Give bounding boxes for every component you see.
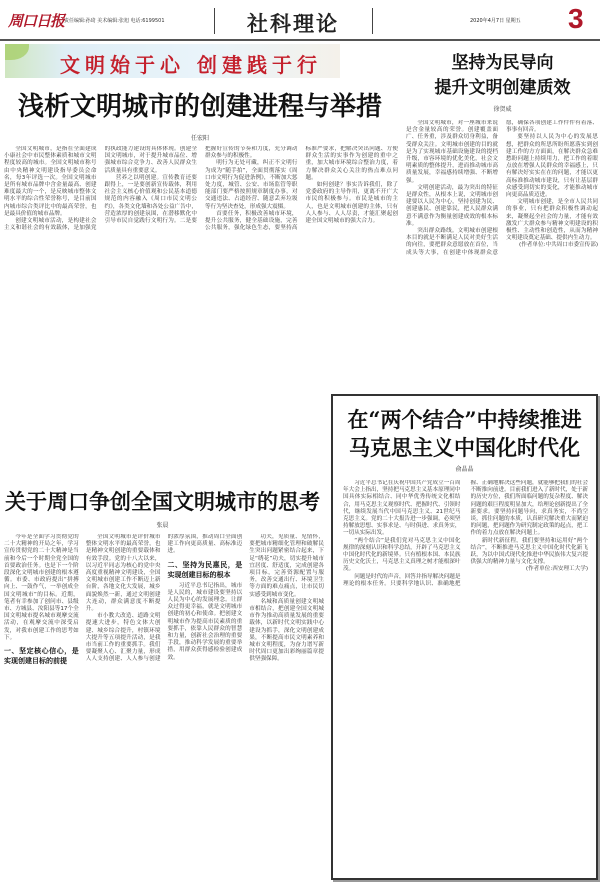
leaf-decoration [5, 44, 29, 60]
subheading: 一、坚定核心信心，是实现创建目标的前提 [4, 646, 79, 666]
article2-title-line1: 坚持为民导向 [451, 53, 554, 73]
editor-info: 责任编辑:孙琦 美术编辑:张旭 电话:6199501 [64, 18, 165, 24]
author-unit: (作者单位:中共周口市委宣传部) [519, 242, 598, 249]
paragraph: 习近平总书记指出，城市是人民的，城市建设要坚持以人民为中心的发展理念。让群众过得更幸福，就是文明城市创建的初心和使命。把创建文明城市作为提高市民素质的重要抓手，依靠人民群众的智慧和力量，创新社会治理的重要手段，推动科学发展的重要举措，用群众获得感检验创建成效。 [167, 582, 243, 661]
paragraph: 习近平总书记在庆祝中国共产党成立一百周年大会上指出，坚持把马克思主义基本原理同中国具体实际相结合、同中华优秀传统文化相结合，用马克思主义观察时代、把握时代、引领时代，继续发展当代中国马克思主义、21世纪马克思主义。党的二十大报告进一步强调，必须坚持解放思想、实事求是、与时俱进、求真务实，一切从实际出发。 [343, 480, 461, 537]
article2-body [406, 120, 598, 382]
paragraph: 要坚持以人民为中心的发展思想，把群众的所思所盼所愿落实到创建工作的方方面面，在解决群众急难愁盼问题上持续用力，把工作的着眼点放在增强人民群众的幸福感上，只有解决好实实在在的问题，才能以更高标准推动城市建设，只有让基层群众感受到切实的变化，才能推动城市向更高品质迈进。 [506, 134, 598, 199]
article3-body [4, 534, 324, 880]
article4-title-line2: 马克思主义中国化时代化 [349, 435, 580, 460]
article4-body [343, 480, 588, 876]
paragraph: 明行为无处可藏，纠正不文明行为成为“随手拍”，全面贯彻落实《周口市文明行为促进条例》，不断加大惩处力度，城管、公安、市场监管等职能部门要严格按照规章制度办事，对交通违法、占道经营、随意丢弃垃圾等行为坚决查处，形成强大震慑。 [205, 160, 298, 210]
article1-byline: 任宏阳 [190, 135, 209, 142]
paragraph: “两个结合”是我们党对马克思主义中国化规律的深刻认识和科学总结，开辟了马克思主义中国化时代化的新境界。只有植根本国、本民族历史文化沃土，马克思主义真理之树才能根深叶茂。 [343, 537, 461, 573]
header-rule [0, 39, 600, 41]
paragraph: 创建文明城市活动，是构建社会主义和谐社会的有效载体，是加强党的执政能力建设的具体体现。创建全国文明城市，对于提升城市品位、增强城市综合竞争力、改善人民群众生活质量具有重要意义。 [4, 146, 197, 232]
slogan-banner [5, 44, 340, 78]
paragraph: 文明城市创建，是全市人民共同的事业，只有把群众积极性调动起来，凝聚起全社会的力量，才能有效激发广大群众参与精神文明建设的积极性、主动性和创造性，从而为精神文明建设奠定基础、提供内生动力。 [506, 199, 598, 242]
paragraph: 全国文明城市，对一座城市来说是含金量较高的荣誉。创建覆盖面广、任务重，涉及群众切身利益，备受群众关注。文明城市创建的目的就是为了实现城市基础设施建设的提档升级，市容环境的优化美化，社会文明素质的整体提升，进而推动城市高质量发展，幸福感持续增强、不断增强。 [406, 120, 498, 184]
issue-date: 2020年4月7日 星期五 [470, 18, 521, 24]
subheading: 二、坚持为民惠民，是实现创建目标的根本 [167, 559, 243, 579]
paragraph: 全国文明城市是评价城市整体文明水平的最高荣誉，也是精神文明创建的重要载体和有效手段。党的十八大以来，以习近平同志为核心的党中央高度重视精神文明建设，全国文明城市创建工作不断迈上新台阶，各地文化大发展，城乡面貌焕然一新，通过文明创建大连动，群众满意度不断提升。 [85, 534, 161, 613]
divider [372, 8, 373, 34]
section-title: 社科理论 [247, 11, 339, 36]
paragraph: 今年是全面学习贯彻党的二十大精神的开局之年，学习宣传贯彻党的二十大精神是当前和今后一个时期全党全国的首要政治任务。也是下一个阶段深化文明城市创建的根本遵循。市委、市政府提出“拼搏向上、一鼓作气，一举创成全国文明城市”的目标。近期，笔者有幸参加了创问市、县级市、方城县、汝阳县等17个全国文明城市提名城市观摩交流活动，在观摩交流中深受启发，对我市创建工作的思考如下。 [4, 534, 79, 641]
article1-title: 浅析文明城市的创建进程与举措 [17, 92, 382, 122]
paragraph: 全国文明城市，是指在全面建成小康社会中市民整体素质和城市文明程度较高的城市。全国文明城市称号由中央精神文明建设指导委员会命名，每3年评选一次。全国文明城市是所有城市品牌中含金量最高、创建难度最大的一个，是反映城市整体文明水平的综合性荣誉称号，是目前国内城市综合类评比中的最高荣誉，也是最具价值的城市品牌。 [4, 146, 97, 217]
divider [214, 8, 215, 34]
article3-byline: 张晨 [156, 522, 169, 529]
article4-byline: 俞晶晶 [455, 466, 474, 473]
paragraph: 营养之以明创建。宣传教育还要跟得上，一是要创新宣传载体，利用社会主义核心价值观和公民基本道德规范的内容融入《周口市民文明公约》，各类文化墙和各处公益广告中，营造浓厚的创建氛围，在潜移默化中引导市民自觉践行文明行为。二是要把握好宣传的节奏和力度，充分调动群众参与的积极性。 [104, 146, 298, 225]
paragraph: 突出群众路线。文明城市创建根本目的就是不断满足人民对美好生活的向往，要把群众意愿放在首位，当成头等大事，在创建中体现群众意愿，确保各项创建工作件件有着落、事事有回音。 [406, 120, 598, 256]
paragraph: 名城和高质量创建文明城市相结合，把创建全国文明城市作为推动高质量发展的重要载体，以新时代文明实践中心建设为抓手，深化文明创建成果，不断提高市民文明素养和城市文明程度，为奋力谱写新时代周口更加出彩绚丽篇章提供坚强保障。 [249, 598, 324, 663]
paragraph: 功夫，见质量、见情怀，要把城市精细化管理和破解民生突出问题紧密结合起来，下足“绣花”功夫，切实提升城市宜居度、舒适度，完成创建各项目标，完善资源配置与服务，改善交通出行、环境卫生等方面的难点痛点，让市民切实感受到城市变化。 [249, 534, 324, 598]
article4-title-line1: 在“两个结合”中持续推进 [347, 407, 582, 432]
paragraph: 市小教大改造、道路文明提速大进步，特色文体大创建、城乡综合提升，村镇环境大提升等五项提升活动，是我市当前工作的重要抓手。我们要凝聚人心、汇聚力量，形成人人支持创建、人人参与创建的浓厚氛围，推动周口全面创建工作向更高质量、高标准迈进。 [85, 534, 243, 663]
article2-byline: 徐贺威 [493, 106, 512, 113]
page-number: 3 [568, 3, 584, 34]
paragraph: 首要任务，积极改善城市环境，提升公共服务，健全基础设施，完善公共服务，强化绿色生态，要坚持高标准严要求，把解决突出问题、方便群众生活的实事作为创建的重中之重，加大城市环境综合整治力度，着力解决群众关心关注的热点难点问题。 [205, 146, 398, 232]
article2-title-line2: 提升文明创建质效 [434, 78, 571, 98]
paragraph: 如何创建？事实告诉我们，除了党委政府的主导作用，更离不开广大市民的积极参与。市民是城市的主人，也是文明城市创建的主体，只有人人参与、人人尽责，才能汇聚起创建全国文明城市的强大合力。 [305, 182, 398, 225]
paragraph: 文明创建活动，最为突出的特征是群众性，从根本上说，文明城市创建要以人民为中心，坚持创建为民、创建惠民、创建靠民，把人民群众满意不满意作为衡量创建成效的根本标准。 [406, 184, 498, 227]
paragraph: 新时代新征程，我们要坚持和运用好“两个结合”，不断推进马克思主义中国化时代化新飞跃，为以中国式现代化推进中华民族伟大复兴提供强大的精神力量与文化支撑。 [470, 537, 588, 566]
article4-box [331, 394, 598, 880]
author-unit: (作者单位:西安理工大学) [525, 566, 588, 573]
banner-slogan: 文明始于心 创建践于行 [60, 53, 322, 77]
paragraph: 问题是时代的声音，回答并指导解决问题是理论的根本任务。只要科学地认识、准确地把握、正确地解决这些问题，就能够把我们的社会不断推向前进。目前我们进入了新时代，处于新的历史方位，我们所面临问题的复杂程度、解决问题的艰巨程度明显加大，给理论创新提出了全新要求。要坚持问题导向，求真务实，不尚空谈，抓住问题的本质，认真研究解决重大而紧迫的问题，把问题作为研究制定政策的起点，把工作的着力点放在解决问题上。 [343, 480, 588, 587]
newspaper-logo: 周口日报 [8, 12, 65, 30]
article3-title: 关于周口争创全国文明城市的思考 [5, 489, 320, 514]
